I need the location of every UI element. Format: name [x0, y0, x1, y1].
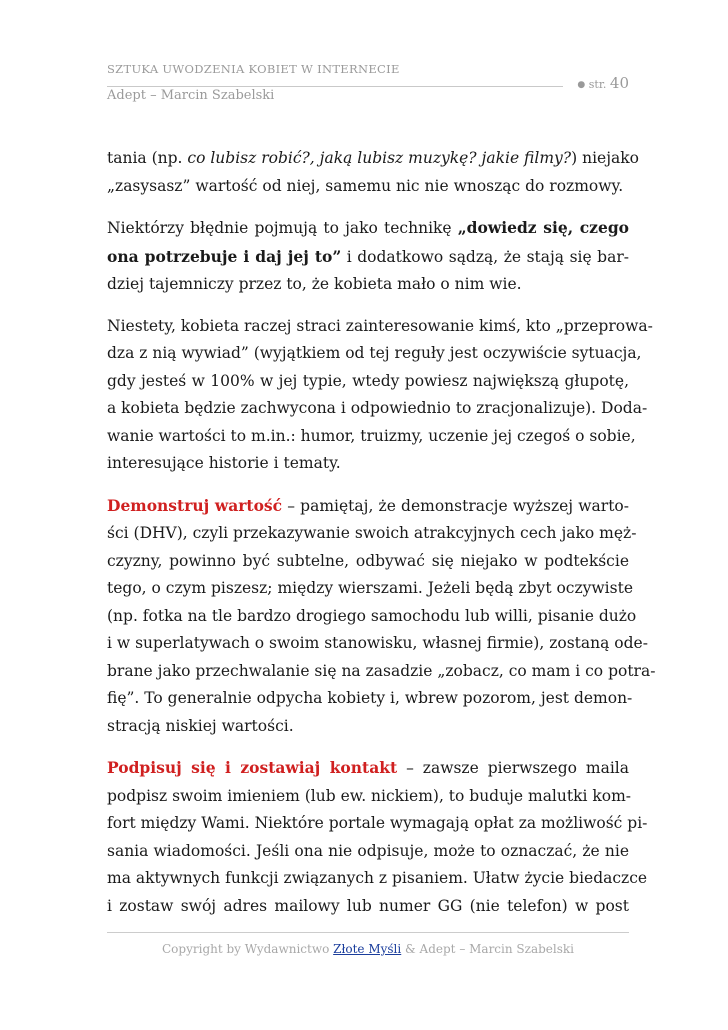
footer-copyright — [107, 942, 629, 956]
paragraph — [107, 313, 653, 478]
text-line — [107, 810, 648, 838]
paragraph — [107, 492, 656, 741]
page-number: 40 — [609, 74, 629, 92]
text-run: a kobieta będzie zachwycona i odpowiednio to zracjonalizuje). Doda- — [107, 399, 648, 417]
bold-text: „dowiedz się, czego — [457, 218, 629, 237]
text-run: ) niejako — [571, 149, 639, 167]
text-run: sania wiadomości. Jeśli ona nie odpisuje, może to oznaczać, że nie — [107, 841, 629, 860]
page-label: str. — [588, 78, 607, 91]
text-run: ści (DHV), czyli przekazywanie swoich atrakcyjnych cech jako męż- — [107, 524, 637, 542]
text-line — [107, 520, 637, 548]
text-line — [107, 243, 629, 272]
text-line — [107, 783, 632, 811]
text-run: – pamiętaj, że demonstracje wyższej warto- — [282, 496, 629, 515]
text-run: wanie wartości to m.in.: humor, truizmy, uczenie jej czegoś o sobie, — [107, 426, 636, 445]
text-line — [107, 685, 633, 713]
text-line — [107, 145, 639, 173]
text-line — [107, 838, 629, 866]
text-run: dziej tajemniczy przez to, że kobieta mało o nim wie. — [107, 275, 522, 293]
text-run: i w superlatywach o swoim stanowisku, własnej firmie), zostaną ode- — [107, 634, 648, 652]
text-line — [107, 893, 629, 921]
text-run: dza z nią wywiad” (wyjątkiem od tej reguły jest oczywiście sytuacja, — [107, 344, 642, 362]
text-line — [107, 754, 629, 783]
section-heading: Podpisuj się i zostawiaj kontakt — [107, 758, 398, 777]
text-line — [107, 271, 629, 299]
text-line — [107, 603, 637, 631]
text-line — [107, 865, 648, 893]
text-line — [107, 173, 629, 201]
header-divider — [107, 86, 563, 87]
section-heading: Demonstruj wartość — [107, 495, 283, 515]
text-run: i zostaw swój adres mailowy lub numer GG (nie telefon) w post — [107, 896, 629, 915]
paragraph — [107, 214, 629, 299]
text-line — [107, 575, 633, 603]
text-run: ma aktywnych funkcji związanych z pisaniem. Ułatw życie biedaczce — [107, 869, 648, 887]
header-author: Adept – Marcin Szabelski — [107, 88, 275, 103]
paragraph — [107, 145, 639, 200]
text-line — [107, 214, 629, 243]
text-line — [107, 630, 648, 658]
text-line — [107, 548, 629, 576]
text-run: gdy jesteś w 100% w jej typie, wtedy powiesz największą głupotę, — [107, 371, 629, 390]
page-footer — [107, 932, 629, 956]
text-run: i dodatkowo sądzą, że stają się bar- — [341, 247, 629, 266]
text-run: fort między Wami. Niektóre portale wymagają opłat za możliwość pi- — [107, 814, 648, 832]
bold-text: ona potrzebuje i daj jej to” — [107, 246, 342, 266]
text-run: Niestety, kobieta raczej straci zainteresowanie kimś, kto „przeprowa- — [107, 316, 653, 335]
text-line — [107, 313, 653, 341]
footer-suffix: & Adept – Marcin Szabelski — [401, 942, 574, 956]
italic-text: co lubisz robić?, jaką lubisz muzykę? jakie filmy? — [187, 149, 572, 167]
text-run: fię”. To generalnie odpycha kobiety i, wbrew pozorom, jest demon- — [107, 689, 633, 707]
page-header — [107, 62, 629, 103]
text-run: stracją niskiej wartości. — [107, 716, 294, 735]
page-body — [107, 145, 656, 934]
text-run: „zasysasz” wartość od niej, samemu nic nie wnosząc do rozmowy. — [107, 176, 624, 195]
footer-divider — [107, 932, 629, 933]
text-run: interesujące historie i tematy. — [107, 454, 341, 472]
text-run: Niektórzy błędnie pojmują to jako technikę — [107, 219, 458, 237]
text-line — [107, 368, 629, 396]
text-run: tego, o czym piszesz; między wierszami. Jeżeli będą zbyt oczywiste — [107, 579, 633, 597]
text-line — [107, 450, 629, 478]
text-run: tania (np. — [107, 149, 188, 167]
text-line — [107, 340, 642, 368]
text-run: – zawsze pierwszego maila — [397, 759, 629, 777]
text-run: podpisz swoim imieniem (lub ew. nickiem), to buduje malutki kom- — [107, 786, 632, 805]
text-line — [107, 713, 629, 741]
text-line — [107, 395, 648, 423]
paragraph — [107, 754, 648, 920]
publisher-link[interactable]: Złote Myśli — [333, 942, 402, 956]
text-run: brane jako przechwalanie się na zasadzie „zobacz, co mam i co potra- — [107, 661, 656, 680]
footer-prefix: Copyright by Wydawnictwo — [162, 942, 334, 956]
bullet-icon: ● — [577, 80, 586, 90]
text-line — [107, 423, 636, 451]
book-title: SZTUKA UWODZENIA KOBIET W INTERNECIE — [107, 62, 400, 76]
text-run: czyzny, powinno być subtelne, odbywać się niejako w podtekście — [107, 551, 629, 570]
page-number-block — [577, 74, 629, 92]
text-run: (np. fotka na tle bardzo drogiego samochodu lub willi, pisanie dużo — [107, 606, 637, 625]
text-line — [107, 658, 656, 686]
text-line — [107, 492, 629, 521]
